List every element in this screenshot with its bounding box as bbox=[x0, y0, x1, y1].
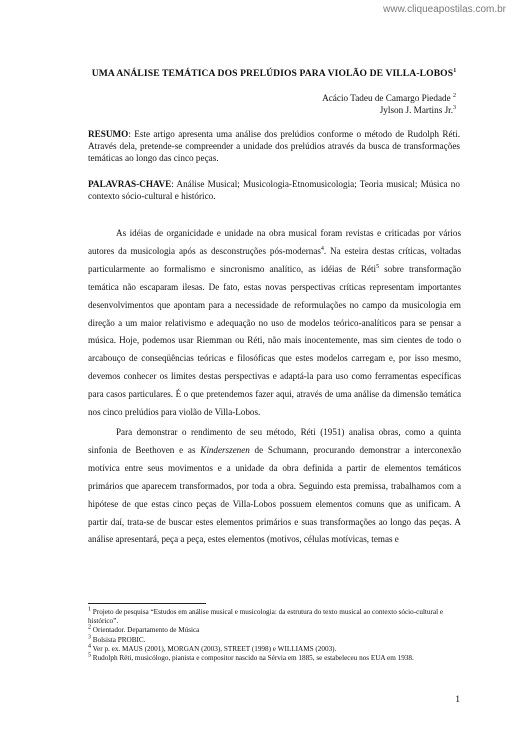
paragraph-1-part-c: sobre transformação temática não escaparam ilesas. De fato, estas novas perspectivas críticas representam importantes desenvolvimentos que apontam para a necessidade de reformulações no campo da musicologia em direção a um maior relativismo e adequação no uso de modelos teórico-analíticos para se pensar a música. Hoje, podemos usar Riemman ou Réti, não mais inocentemente, mas sim cientes de todo o arcabouço de conseqüências teóricas e filosóficas que estes modelos carregam e, por isso mesmo, devemos conhecer os limites destas perspectivas e adaptá-la para uso como ferramentas específicas para casos particulares. É o que pretendemos fazer aqui, através de uma análise da dimensão temática nos cinco prelúdios para violão de Villa-Lobos. bbox=[88, 263, 461, 418]
abstract bbox=[88, 128, 460, 165]
footnote-ref-4: 4 bbox=[320, 245, 324, 252]
footnote-3-num: 3 bbox=[88, 634, 91, 641]
footnote-4-num: 4 bbox=[88, 643, 91, 650]
footnote-2-num: 2 bbox=[88, 625, 91, 632]
footnote-5 bbox=[88, 654, 460, 663]
keywords-text: : Análise Musical; Musicologia-Etnomusicologia; Teoria musical; Música no contexto sócio-cultural e histórico. bbox=[88, 179, 460, 202]
paragraph-2 bbox=[88, 424, 461, 549]
footnote-4-text: Ver p. ex. MAUS (2001), MORGAN (2003), STREET (1998) e WILLIAMS (2003). bbox=[91, 644, 337, 653]
footnote-1-text: Projeto de pesquisa “Estudos em análise musical e musicologia: da estrutura do texto musical ao contexto sócio-cultural e histórico”. bbox=[88, 608, 444, 626]
footnote-divider bbox=[88, 603, 206, 604]
footnotes bbox=[88, 608, 460, 663]
footnote-4 bbox=[88, 645, 460, 654]
title-footnote-ref: 1 bbox=[453, 67, 457, 74]
paper-title-text: UMA ANÁLISE TEMÁTICA DOS PRELÚDIOS PARA VIOLÃO DE VILLA-LOBOS bbox=[91, 68, 454, 79]
author-2-footnote-ref: 3 bbox=[453, 104, 456, 111]
footnote-1-num: 1 bbox=[88, 606, 91, 613]
paragraph-1 bbox=[88, 225, 461, 422]
abstract-label: RESUMO bbox=[88, 129, 129, 139]
footnote-ref-5: 5 bbox=[376, 263, 380, 270]
page-number: 1 bbox=[455, 694, 460, 705]
author-1-footnote-ref: 2 bbox=[453, 92, 456, 99]
author-2-name: Jylson J. Martins Jr. bbox=[379, 105, 453, 115]
author-1-name: Acácio Tadeu de Camargo Piedade bbox=[322, 93, 451, 103]
footnote-5-text: Rudolph Réti, musicólogo, pianista e compositor nascido na Sérvia em 1885, se estabeleceu nos EUA em 1938. bbox=[91, 654, 414, 663]
author-2 bbox=[322, 104, 456, 116]
footnote-2-text: Orientador. Departamento de Música bbox=[91, 626, 200, 635]
watermark-url[interactable]: www.cliqueapostilas.com.br bbox=[383, 4, 506, 15]
footnote-2 bbox=[88, 626, 460, 635]
author-1 bbox=[322, 92, 456, 104]
paragraph-2-part-b: de Schumann, procurando demonstrar a interconexão motívica entre seus movimentos e a unidade da obra definida a partir de elementos temáticos primários que aparecem transformados, por toda a obra. Seguindo esta premissa, trabalhamos com a hipótese de que estas cinco peças de Villa-Lobos possuem elementos comuns que as unificam. A partir daí, trata-se de buscar estes elementos primários e suas transformações ao longo das peças. A análise apresentará, peça a peça, estes elementos (motivos, células motívicas, temas e bbox=[88, 444, 461, 545]
paragraph-1-part-b: . Na esteira destas críticas, voltadas particularmente ao formalismo e sincronismo analítico, as idéias de Réti bbox=[88, 245, 462, 274]
paragraph-1-part-a: As idéias de organicidade e unidade na obra musical foram revistas e criticadas por vários autores da musicologia após as desconstruções pós-modernas bbox=[88, 228, 461, 256]
keywords bbox=[88, 178, 460, 202]
keywords-label: PALAVRAS-CHAVE bbox=[88, 179, 172, 189]
abstract-text: : Este artigo apresenta uma análise dos prelúdios conforme o método de Rudolph Réti. Através dela, pretende-se compreender a unidade dos prelúdios através da busca de transformações temáticas ao longo das cinco peças. bbox=[88, 129, 460, 164]
author-block bbox=[322, 92, 456, 116]
body-text bbox=[88, 225, 461, 551]
footnote-3-text: Bolsista PROBIC. bbox=[91, 635, 146, 644]
footnote-1 bbox=[88, 608, 460, 626]
paragraph-2-part-a: Para demonstrar o rendimento de seu método, Réti (1951) analisa obras, como a quinta sinfonia de Beethoven e as bbox=[88, 426, 461, 455]
footnote-5-num: 5 bbox=[88, 652, 91, 659]
paper-title bbox=[88, 68, 460, 79]
paragraph-2-italic-title: Kinderszenen bbox=[200, 444, 250, 455]
footnote-3 bbox=[88, 636, 460, 645]
